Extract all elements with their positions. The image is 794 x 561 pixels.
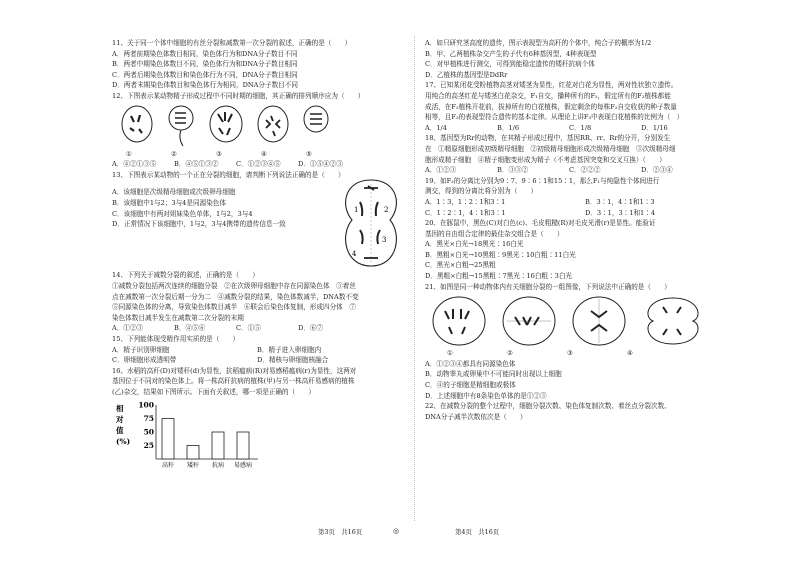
q13-option-c: C．该细胞中有两对姐妹染色单体，1与2，3与4 — [112, 209, 253, 218]
bar — [212, 432, 224, 459]
x-tick-label: 矮秆 — [186, 462, 200, 470]
ylabel-char: 对 — [116, 415, 124, 425]
q17-option-d: D．1/16 — [641, 123, 668, 132]
q16-line-2: 基因位于不同对的染色体上。将一株高秆抗病的植株(甲)与另一株高秆易感病的植株 — [112, 377, 355, 386]
q17-line-2: 用纯合的高茎红花与矮茎白花杂交，F₁自交，播种所有的F₂，假定所有的F₂植株都能 — [425, 91, 671, 100]
q21-cell-3 — [571, 295, 627, 347]
q12-cell-4 — [256, 104, 290, 144]
q16-option-c: C．对甲植株进行测交，可得到能稳定遗传的矮秆抗病个体 — [425, 60, 595, 69]
q21-label-2: ② — [507, 349, 513, 358]
q18-option-c: C．②②② — [569, 166, 601, 175]
q21-label-1: ① — [447, 349, 453, 358]
q21-figure-labels — [447, 348, 725, 359]
q19-option-b: B．3∶1，4∶1和1∶3 — [585, 197, 655, 206]
q20-option-d: D．黑粗×白粗→15黑粗∶7黑光∶16白粗∶3白光 — [425, 272, 573, 281]
q19-options-ab — [425, 197, 725, 208]
q21-stem: 21、如图是同一种动物体内有关细胞分裂的一组图像，下列说法中正确的是（ ） — [425, 282, 671, 291]
q12-figure — [120, 104, 402, 148]
q18-option-d: D．②③④ — [641, 166, 673, 175]
q21-option-d: D．上述细胞中有8条染色单体的是①②③ — [425, 391, 547, 400]
q12-figure-labels — [126, 149, 402, 160]
q18-options — [425, 165, 725, 176]
q22-line-2: DNA分子减半次数依次是（ ） — [425, 412, 527, 421]
q17-options — [425, 123, 725, 134]
q21-option-c: C．④的子细胞是精细胞或极体 — [425, 381, 516, 390]
q19-line-1: 19、如F₂的分离比分别为9∶7、9∶6∶1和15∶1，那么F₁与纯隐性个体间进行 — [425, 176, 660, 185]
ylabel-char: (%) — [116, 437, 131, 447]
q14-line-3: ⑤同源染色体的分离，导致染色体数目减半 ⑥联会后染色体复制，形成四分体 ⑦ — [112, 303, 356, 312]
q19-option-a: A．1∶3，1∶2∶1和3∶1 — [425, 197, 506, 206]
q18-line-1: 18、基因型为Rr的动物，在其精子形成过程中，基因RR、rr、Rr的分开，分别发生 — [425, 134, 671, 143]
q14-line-4: 染色体数目减半发生在减数第二次分裂的末期 — [112, 313, 244, 322]
x-tick-label: 抗病 — [211, 462, 225, 470]
q21-cell-1 — [431, 295, 487, 347]
q17-option-a: A．1/4 — [425, 123, 447, 132]
q12-label-1: ① — [126, 149, 132, 158]
q14-option-a: A．①②③ — [112, 324, 144, 333]
q12-cell-2 — [166, 104, 196, 148]
q14-option-b: B．④⑤⑥ — [174, 324, 206, 333]
x-tick-label: 高秆 — [161, 462, 175, 470]
q12-label-5: ⑤ — [306, 149, 312, 158]
q13-fig-label-2: 2 — [384, 206, 389, 215]
q15-options-ab — [112, 345, 402, 356]
q21-option-a: A．①②③④都具有同源染色体 — [425, 359, 516, 368]
q13-fig-label-1: 1 — [354, 206, 359, 215]
q13-option-a: A．该细胞是次级精母细胞或次级卵母细胞 — [112, 188, 236, 197]
q15-option-d: D．精核与卵细胞核融合 — [257, 356, 329, 365]
q13-option-d: D．正常情况下该细胞中，1与2，3与4携带的遗传信息一致 — [112, 220, 286, 229]
q12-label-2: ② — [171, 149, 177, 158]
q12-option-d: D．①⑤④②③ — [298, 160, 343, 169]
q13-block — [112, 180, 402, 270]
q12-label-3: ③ — [216, 149, 222, 158]
left-column — [112, 38, 402, 473]
q19-line-2: 测交，得到的分离比将分别为（ ） — [425, 187, 538, 196]
q11-option-d: D．两者末期染色体数目和染色体行为相同，DNA分子数目不同 — [112, 81, 298, 90]
q12-stem: 12、下图表示某动物精子形成过程中不同时期的细胞，其正确的排列顺序应为（ ） — [112, 91, 365, 100]
q16-bar-chart — [112, 399, 262, 473]
q21-label-4: ④ — [627, 349, 633, 358]
q15-option-a: A．精子识别卵细胞 — [112, 345, 170, 354]
q16-option-a: A．如只研究茎高度的遗传，图示表现型为高秆的个体中，纯合子的概率为1/2 — [425, 39, 652, 47]
q20-option-b: B．黑粗×白光→10黑粗∶9黑光∶10白粗∶11白光 — [425, 250, 576, 259]
q14-line-2: 点在减数第一次分裂后期一分为二 ④减数分裂的结果，染色体数减半，DNA数不变 — [112, 292, 359, 301]
q16-option-d: D．乙植株的基因型是DdRr — [425, 70, 508, 79]
q18-option-a: A．①②③ — [425, 166, 457, 175]
q12-label-4: ④ — [261, 149, 267, 158]
q17-line-3: 成活，在F₂植株开花前，拔掉所有的白花植株，假定剩余的每株F₂自交收获的种子数量 — [425, 102, 677, 111]
left-page-number: 第3页 共16页 — [318, 528, 363, 536]
q11-option-a: A．两者前期染色体数目相同，染色体行为和DNA分子数目不同 — [112, 49, 298, 58]
column-divider — [414, 36, 415, 521]
q19-option-c: C．1∶2∶1，4∶1和3∶1 — [425, 208, 506, 217]
q19-options-cd — [425, 208, 725, 219]
q12-cell-5 — [302, 104, 330, 134]
q19-option-d: D．3∶1，3∶1和1∶4 — [585, 208, 656, 217]
q14-line-1: ①减数分裂包括两次连续的细胞分裂 ②在次级卵母细胞中存在同源染色体 ③着丝 — [112, 281, 356, 290]
q15-option-c: C．卵细胞形成透明带 — [112, 356, 177, 365]
q11-option-b: B．两者中期染色体数目不同，染色体行为和DNA分子数目相同 — [112, 60, 298, 69]
q13-fig-label-4: 4 — [352, 250, 357, 259]
y-tick-label: 50 — [143, 427, 154, 437]
y-tick-label: 25 — [143, 441, 154, 451]
bar — [187, 446, 199, 460]
q12-options — [112, 159, 402, 170]
q13-cell-figure — [338, 176, 404, 270]
q15-options-cd — [112, 355, 402, 366]
bar — [237, 432, 249, 459]
q13-option-b: B．该细胞中1与2；3与4是同源染色体 — [112, 198, 226, 207]
q12-cell-1 — [120, 104, 154, 144]
ylabel-char: 相 — [116, 404, 124, 414]
q18-line-3: 胞形成精子细胞 ④精子细胞变形成为精子（不考虑基因突变和交叉互换）（ ） — [425, 155, 666, 164]
q20-line-1: 20、在豚鼠中，黑色(C)对白色(c)、毛皮粗糙(R)对毛皮光滑(r)是显性。能验证 — [425, 219, 656, 228]
right-column — [425, 38, 725, 422]
q16-line-3: (乙)杂交，结果如下图所示。下面有关叙述，哪一项是正确的（ ） — [112, 387, 315, 396]
q13-stem: 13、下图表示某动物的一个正在分裂的细胞，请判断下列说法正确的是（ ） — [112, 170, 345, 179]
q16-option-b: B．甲、乙两植株杂交产生的子代有6种基因型，4种表现型 — [425, 49, 597, 58]
q12-option-c: C．①②③④⑤ — [236, 160, 281, 169]
q20-line-2: 基因的自由组合定律的最佳杂交组合是（ ） — [425, 229, 564, 238]
q14-option-d: D．⑥⑦ — [298, 324, 324, 333]
q14-stem: 14、下列关于减数分裂的叙述，正确的是（ ） — [112, 271, 259, 280]
q18-option-b: B．③③② — [497, 166, 529, 175]
q12-option-a: A．④②①③⑤ — [112, 160, 157, 169]
q17-line-4: 相等，且F₃的表现型符合遗传的基本定律。从理论上讲F₃中表现白花植株的比例为（ ） — [425, 113, 684, 122]
y-tick-label: 75 — [143, 414, 154, 424]
q12-option-b: B．④⑤①③② — [174, 160, 219, 169]
q17-line-1: 17、已知某闭花受粉植物高茎对矮茎为显性，红花对白花为显性，两对性状独立遗传。 — [425, 81, 678, 90]
q18-line-2: 在 ①精原细胞形成初级精母细胞 ②初级精母细胞形成次级精母细胞 ③次级精母细 — [425, 144, 676, 153]
right-page-number: 第4页 共16页 — [455, 528, 500, 536]
q20-option-c: C．黑光×白粗→25黑粗 — [425, 261, 496, 270]
q21-figure — [431, 295, 725, 347]
bar — [162, 419, 174, 460]
q21-option-b: B．动物睾丸或卵巢中不可能同时出现以上细胞 — [425, 370, 562, 379]
q14-option-c: C．①⑤ — [236, 324, 261, 333]
q16-line-1: 16、水稻的高秆(D)对矮秆(d)为显性，抗稻瘟病(R)对易感稻瘟病(r)为显性，这两对 — [112, 366, 357, 375]
q21-cell-4 — [641, 295, 705, 347]
q15-stem: 15、下列能体现受精作用实质的是（ ） — [112, 334, 240, 343]
binding-mark: ◎ — [393, 527, 400, 535]
q21-cell-2 — [501, 295, 557, 347]
q16-chart — [112, 399, 402, 473]
q21-label-3: ③ — [567, 349, 573, 358]
q14-options — [112, 323, 402, 334]
q17-option-c: C．1/8 — [569, 123, 592, 132]
q20-option-a: A．黑光×白光→18黑光∶16白光 — [425, 240, 524, 249]
q13-fig-label-3: 3 — [382, 236, 387, 245]
q11-stem: 11、关于同一个体中细胞的有丝分裂和减数第一次分裂的叙述，正确的是（ ） — [112, 39, 352, 47]
x-tick-label: 易感病 — [233, 462, 253, 470]
ylabel-char: 值 — [116, 426, 124, 436]
q22-line-1: 22、在减数分裂的整个过程中，细胞分裂次数、染色体复制次数、着丝点分裂次数、 — [425, 402, 671, 411]
q12-cell-3 — [208, 104, 244, 144]
q17-option-b: B．1/6 — [497, 123, 520, 132]
q13-options — [112, 180, 327, 229]
y-tick-label: 100 — [138, 400, 154, 410]
q15-option-b: B．精子进入卵细胞内 — [257, 345, 322, 354]
q11-option-c: C．两者后期染色体数目和染色体行为不同，DNA分子数目相同 — [112, 70, 298, 79]
